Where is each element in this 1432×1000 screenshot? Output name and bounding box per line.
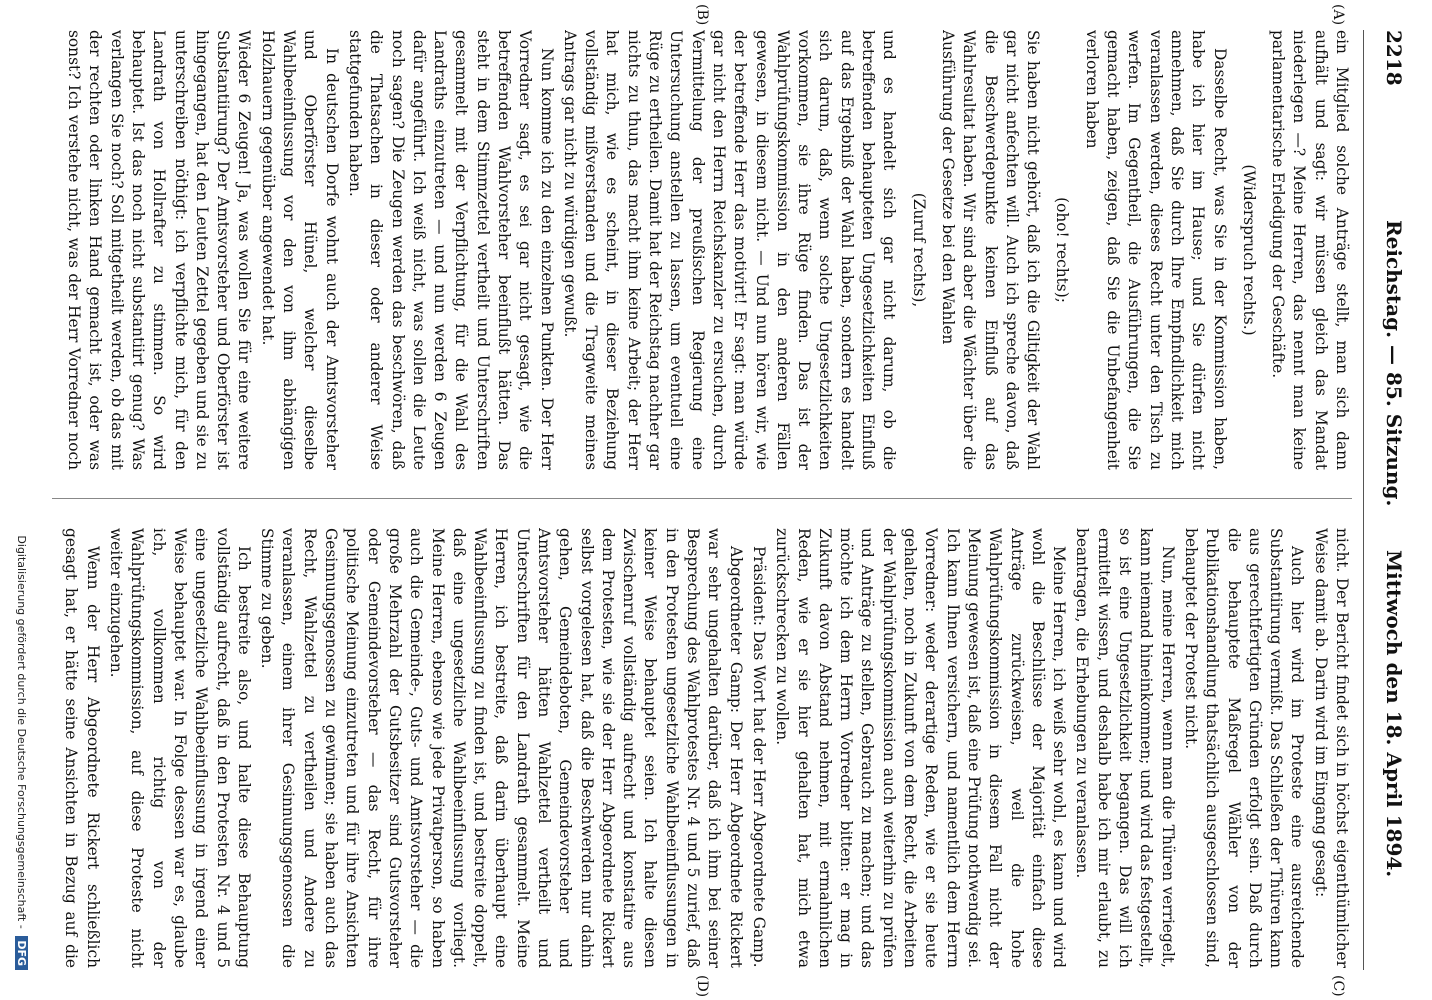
- left-column: [62, 30, 1352, 470]
- paragraph: Sie haben nicht gehört, daß ich die Giltigkeit der Wahl gar nicht anfechten will. Auch ich spreche davon, daß die Beschwerdepunkte keinen Einfluß auf das Wahlresultat haben. Wir sind aber die Wächter über die Ausführung der Gesetze bei den Wahlen: [938, 30, 1043, 470]
- page-number: 2218: [1382, 30, 1406, 86]
- paragraph: Wenn der Herr Abgeordnete Rickert schließlich gesagt hat, er hätte seine Ansichten in Bezug auf die: [62, 528, 102, 968]
- margin-mark-d: (D): [694, 975, 710, 998]
- paragraph: Meine Herren, ich weiß sehr wohl, es kann und wird wohl die Beschlüsse der Majorität einfach diese Anträge zurückweisen, weil die hohe Wahlprüfungskommission in diesem Fall nicht der Meinung gewesen ist, daß eine Prüfung nothwendig sei. Ich kann Ihnen versichern, und namentlich dem Herrn Vorredner: weder derartige Reden, wie er sie heute gehalten, noch in Zukunft von dem Recht, die Arbeiten der Wahlprüfungskommission auch weiterhin zu prüfen und Anträge zu stellen, Gebrauch zu machen; und das möchte ich dem Herrn Vorredner bitten: er mag in Zukunft davon Abstand nehmen, mit ermahnlichen Reden, wie er sie hier gehalten hat, mich etwa zurückschrecken zu wollen.: [773, 528, 1069, 968]
- header-rule: [1363, 30, 1364, 970]
- paragraph: Nun komme ich zu den einzelnen Punkten. Der Herr Vorredner sagt, es sei gar nicht gesagt, wie die betreffenden Wahlvorsteher beeinflußt hätten. Das steht in dem Stimmzettel vertheilt und Unterschriften gesammelt mit der Verpflichtung, für die Wahl des Landraths einzutreten — und nun werden 6 Zeugen dafür angeführt. Ich weiß nicht, was sollen die Leute noch sagen? Die Zeugen werden das beschwören, daß die Thatsachen in dieser oder anderer Weise stattgefunden haben.: [345, 30, 556, 470]
- quotation: Auch hier wird im Proteste eine ausreichende Substantiirung vermißt. Das Schließen der Thüren kann aus gerechtfertigten Gründen erfolgt sein. Daß durch die behauptete Maßregel Wähler von der Publikationshandlung thatsächlich ausgeschlossen sind, behauptet der Protest nicht.: [1181, 528, 1307, 968]
- page-header: [1366, 30, 1406, 970]
- paragraph: In deutschen Dorfe wohnt auch der Amtsvorsteher und Oberförster Hünel, welcher dieselbe Wahlbeeinflussung vor den von ihm abhängigen Holzhauern gegenüber angewendet hat.: [258, 30, 341, 470]
- session-title: Reichstag. — 85. Sitzung.: [1382, 220, 1406, 507]
- paragraph: und es handelt sich gar nicht darum, ob die betreffenden behaupteten Ungesetzlichkeiten Einfluß auf das Ergebniß der Wahl haben, sondern es handelt sich darum, daß, wenn solche Ungesetzlichkeiten vorkommen, sie ihre Rüge finden. Das ist der Wahlprüfungskommission in den anderen Fällen gewesen, in diesem nicht. — Und nun hören wir, wie der betreffende Herr das motivirt! Er sagt: man würde gar nicht den Herrn Reichskanzler zu ersuchen, durch Vermittelung der preußischen Regierung eine Untersuchung anstellen zu lassen, um eventuell eine Rüge zu ertheilen. Damit hat der Reichstag nachher gar nichts zu thun, das macht ihm keine Arbeit; der Herr hat mich, wie es scheint, in dieser Beziehung vollständig mißverstanden und die Tragweite meines Antrags gar nicht zu würdigen gewußt.: [560, 30, 899, 470]
- column-divider: [52, 498, 1352, 499]
- dfg-logo: DFG: [15, 936, 28, 970]
- margin-mark-b: (B): [694, 4, 710, 26]
- digitization-footer: [15, 30, 28, 970]
- speaker-paragraph: Abgeordneter Gamp: Der Herr Abgeordnete Rickert war sehr ungehalten darüber, daß ich ihm bei seiner Besprechung des Wahlprotestes Nr. 4 und 5 zurief, daß in den Protesten ungesetzliche Wahlbeeinflussungen in keiner Weise behauptet seien. Ich halte diesen Zwischenruf vollständig aufrecht und konstatire aus dem Protesten, wie sie der Herr Abgeordnete Rickert selbst vorgelesen hat, daß die Beschwerden nur dahin gehen, Gemeindeboten, Gemeindevorsteher und Amtsvorsteher hätten Wahlzettel vertheilt und Unterschriften für den Landrath gesammelt. Meine Herren, ich bestreite, daß darin überhaupt eine Wahlbeeinflussung zu finden ist, und bestreite doppelt, daß eine ungesetzliche Wahlbeeinflussung vorliegt. Meine Herren, ebenso wie jede Privatperson, so haben auch die Gemeinde-, Guts- und Amtsvorsteher — die große Mehrzahl der Gutsbesitzer sind Gutsvorsteher oder Gemeindevorsteher — das Recht, für ihre politische Meinung einzutreten und für ihre Ansichten Gesinnungsgenossen zu gewinnen; sie haben auch das Recht, Wahlzettel zu vertheilen und Andere zu veranlassen, einem ihrer Gesinnungsgenossen die Stimme zu geben.: [258, 528, 745, 968]
- interjection: (oho! rechts);: [1053, 197, 1072, 303]
- margin-mark-c: (C): [1330, 975, 1346, 997]
- speaker-paragraph: Präsident: Das Wort hat der Herr Abgeordnete Gamp.: [749, 546, 768, 968]
- paragraph: nicht. Der Bericht findet sich in höchst eigenthümlicher Weise damit ab. Darin wird im Eingang gesagt:: [1311, 528, 1351, 968]
- paragraph: Ich bestreite also, und halte diese Behauptung vollständig aufrecht, daß in den Protesten Nr. 4 und 5 eine ungesetzliche Wahlbeeinflussung in irgend einer Weise behauptet war. In Folge dessen war es, glaube ich, vollkommen richtig von der Wahlprüfungskommission, auf diese Proteste nicht weiter einzugehen.: [107, 528, 253, 968]
- paragraph: Dasselbe Recht, was Sie in der Kommission haben, habe ich hier im Hause; und Sie dürfen nicht annehmen, daß Sie durch Ihre Empfindlichkeit mich veranlassen werden, dieses Recht unter den Tisch zu werfen. Im Gegentheil, die Ausführungen, die Sie gemacht haben, zeigen, daß Sie die Unbefangenheit verloren haben: [1082, 30, 1229, 470]
- session-date: Mittwoch den 18. April 1894.: [1382, 550, 1406, 878]
- paragraph: Wieder 6 Zeugen! Ja, was wollen Sie für eine weitere Substantiirung? Der Amtsvorsteher und Oberförster ist hingegangen, hat den Leuten Zettel gegeben und sie zu unterschreiben nöthigt: ich verpflichte mich, für den Landrath von Hollrafter zu stimmen. So wird behauptet. Ist das noch nicht substantiirt genug? Was verlangen Sie noch? Soll mitgetheilt werden, ob das mit der rechten oder linken Hand gemacht ist, oder was sonst? Ich verstehe nicht, was der Herr Vorredner noch: [65, 30, 254, 470]
- interjection: (Zuruf rechts),: [909, 192, 928, 308]
- right-column: [62, 528, 1352, 968]
- footer-text: Digitalisierung gefördert durch die Deutsche Forschungsgemeinschaft -: [15, 535, 28, 929]
- paragraph: ein Mitglied solche Anträge stellt, man sich dann aufhält und sagt: wir müssen gleich das Mandat niederlegen —? Meine Herren, das nennt man keine parlamentarische Erledigung der Geschäfte.: [1269, 30, 1351, 470]
- margin-mark-a: (A): [1330, 4, 1346, 26]
- interjection: (Widerspruch rechts.): [1239, 164, 1258, 336]
- paragraph: Nun, meine Herren, wenn man die Thüren verriegelt, kann niemand hineinkommen; und wird das festgestellt, so ist eine Ungesetzlichkeit begangen. Das will ich ermittelt wissen, und deshalb habe ich mir erlaubt, zu beantragen, die Erhebungen zu veranlassen.: [1073, 528, 1177, 968]
